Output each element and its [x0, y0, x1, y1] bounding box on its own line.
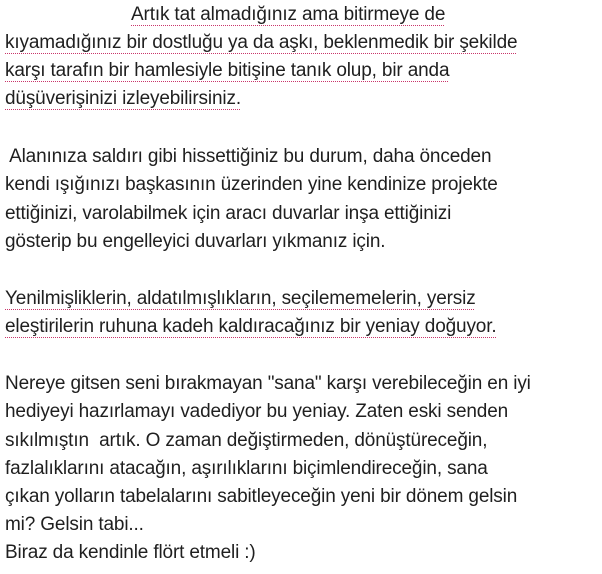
paragraph-2-line-2: kendi ışığınızı başkasının üzerinden yine kendinize projekte [5, 174, 498, 195]
paragraph-4-line-1: Nereye gitsen seni bırakmayan "sana" karşı verebileceğin en iyi [5, 373, 531, 394]
paragraph-1-line-1: Artık tat almadığınız ama bitirmeye de [131, 4, 446, 25]
paragraph-1-line-2: kıyamadığınız bir dostluğu ya da aşkı, beklenmedik bir şekilde [5, 32, 518, 53]
paragraph-3-line-1: Yenilmişliklerin, aldatılmışlıkların, seçilememelerin, yersiz [5, 288, 476, 309]
paragraph-4-line-5: çıkan yolların tabelalarını sabitleyeceğin yeni bir dönem gelsin [5, 486, 518, 507]
paragraph-3-line-2: eleştirilerin ruhuna kadeh kaldıracağınız bir yeniay doğuyor. [5, 316, 497, 337]
paragraph-4-line-3: sıkılmıştın artık. O zaman değiştirmeden, dönüştüreceğin, [5, 430, 488, 451]
paragraph-4-line-7: Biraz da kendinle flört etmeli :) [5, 542, 256, 563]
paragraph-2-line-1: Alanınıza saldırı gibi hissettiğiniz bu durum, daha önceden [5, 146, 492, 167]
paragraph-2-line-4: gösterip bu engelleyici duvarları yıkmanız için. [5, 231, 386, 252]
paragraph-4-line-2: hediyeyi hazırlamayı vadediyor bu yeniay. Zaten eski senden [5, 401, 509, 422]
paragraph-1-line-4: düşüverişinizi izleyebilirsiniz. [5, 88, 241, 109]
paragraph-4-line-6: mi? Gelsin tabi... [5, 514, 144, 535]
paragraph-2-line-3: ettiğinizi, varolabilmek için aracı duvarlar inşa ettiğinizi [5, 203, 452, 224]
paragraph-1-line-3: karşı tarafın bir hamlesiyle bitişine tanık olup, bir anda [5, 60, 450, 81]
paragraph-4-line-4: fazlalıklarını atacağın, aşırılıklarını biçimlendireceğin, sana [5, 458, 488, 479]
